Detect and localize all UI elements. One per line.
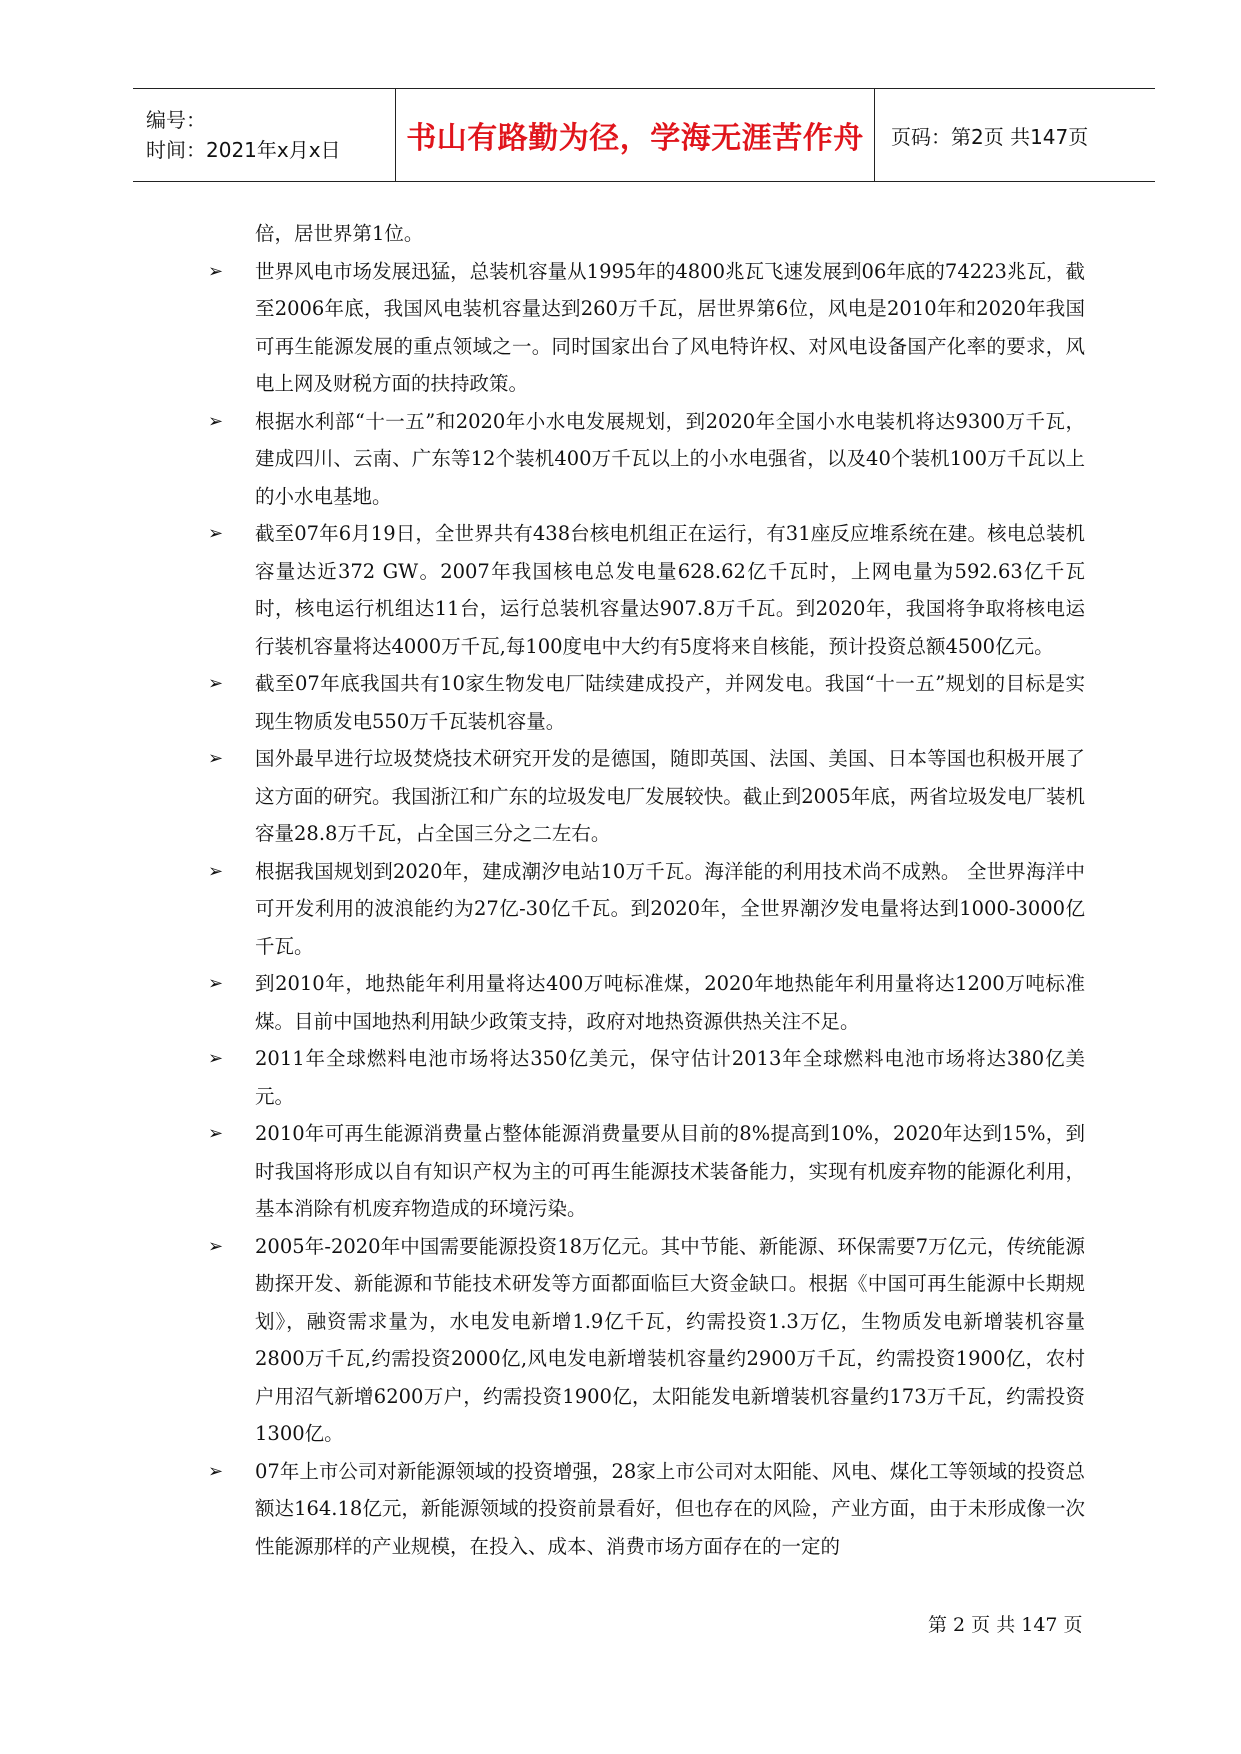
list-item-text: 2011年全球燃料电池市场将达350亿美元，保守估计2013年全球燃料电池市场将达380亿美元。 (255, 1047, 1085, 1108)
list-item-text: 2005年-2020年中国需要能源投资18万亿元。其中节能、新能源、环保需要7万亿元，传统能源勘探开发、新能源和节能技术研发等方面都面临巨大资金缺口。根据《中国可再生能源中长期规划》，融资需求量为，水电发电新增1.9亿千瓦，约需投资1.3万亿，生物质发电新增装机容量2800万千瓦,约需投资2000亿,风电发电新增装机容量约2900万千瓦，约需投资1900亿，农村户用沼气新增6200万户，约需投资1900亿，太阳能发电新增装机容量约173万千瓦，约需投资1300亿。 (255, 1234, 1085, 1445)
arrow-bullet-icon: ➢ (208, 523, 224, 544)
list-item-text: 07年上市公司对新能源领域的投资增强，28家上市公司对太阳能、风电、煤化工等领域的投资总额达164.18亿元，新能源领域的投资前景看好，但也存在的风险，产业方面，由于未形成像一次性能源那样的产业规模，在投入、成本、消费市场方面存在的一定的 (255, 1459, 1085, 1558)
bullet-list (200, 253, 1085, 1566)
arrow-bullet-icon: ➢ (208, 1235, 224, 1257)
arrow-bullet-icon: ➢ (208, 1123, 224, 1144)
list-item-text: 截至07年底我国共有10家生物发电厂陆续建成投产，并网发电。我国“十一五”规划的目标是实现生物质发电550万千瓦装机容量。 (255, 672, 1085, 733)
list-item (200, 515, 1085, 665)
header-motto-cell (395, 89, 875, 181)
list-item-text: 根据我国规划到2020年，建成潮汐电站10万千瓦。海洋能的利用技术尚不成熟。 全世界海洋中可开发利用的波浪能约为27亿-30亿千瓦。到2020年，全世界潮汐发电量将达到1000-3000亿千瓦。 (255, 859, 1085, 958)
arrow-bullet-icon: ➢ (208, 260, 224, 282)
arrow-bullet-icon: ➢ (208, 748, 224, 769)
list-item-text: 国外最早进行垃圾焚烧技术研究开发的是德国，随即英国、法国、美国、日本等国也积极开展了这方面的研究。我国浙江和广东的垃圾发电厂发展较快。截止到2005年底，两省垃圾发电厂装机容量28.8万千瓦，占全国三分之二左右。 (255, 747, 1085, 845)
list-item (200, 1115, 1085, 1228)
list-item (200, 965, 1085, 1040)
document-time-label: 时间：2021年x月x日 (146, 138, 341, 162)
list-item-text: 2010年可再生能源消费量占整体能源消费量要从目前的8%提高到10%，2020年达到15%，到时我国将形成以自有知识产权为主的可再生能源技术装备能力，实现有机废弃物的能源化利用，基本消除有机废弃物造成的环境污染。 (255, 1122, 1085, 1220)
list-item-text: 到2010年，地热能年利用量将达400万吨标准煤，2020年地热能年利用量将达1200万吨标准煤。目前中国地热利用缺少政策支持，政府对地热资源供热关注不足。 (255, 972, 1085, 1033)
arrow-bullet-icon: ➢ (208, 410, 224, 432)
arrow-bullet-icon: ➢ (208, 1460, 224, 1482)
arrow-bullet-icon: ➢ (208, 1048, 224, 1069)
arrow-bullet-icon: ➢ (208, 973, 224, 994)
list-item (200, 253, 1085, 403)
list-item (200, 1453, 1085, 1566)
arrow-bullet-icon: ➢ (208, 860, 224, 882)
list-item (200, 403, 1085, 516)
header-motto: 书山有路勤为径，学海无涯苦作舟 (406, 121, 864, 156)
list-item (200, 1040, 1085, 1115)
header-page-cell (875, 89, 1155, 181)
page-footer: 第 2 页 共 147 页 (928, 1614, 1083, 1636)
arrow-bullet-icon: ➢ (208, 673, 224, 694)
list-item-text: 世界风电市场发展迅猛，总装机容量从1995年的4800兆瓦飞速发展到06年底的74223兆瓦，截至2006年底，我国风电装机容量达到260万千瓦，居世界第6位，风电是2010年和2020年我国可再生能源发展的重点领域之一。同时国家出台了风电特许权、对风电设备国产化率的要求，风电上网及财税方面的扶持政策。 (255, 259, 1085, 395)
header-meta (133, 89, 395, 181)
document-number-label: 编号： (146, 108, 206, 132)
list-item (200, 1228, 1085, 1453)
page-header (133, 88, 1155, 182)
list-item (200, 853, 1085, 966)
list-item-text: 根据水利部“十一五”和2020年小水电发展规划，到2020年全国小水电装机将达9300万千瓦，建成四川、云南、广东等12个装机400万千瓦以上的小水电强省，以及40个装机100万千瓦以上的小水电基地。 (255, 409, 1085, 508)
document-body (200, 215, 1085, 1565)
list-item (200, 740, 1085, 853)
list-item-text: 截至07年6月19日，全世界共有438台核电机组正在运行，有31座反应堆系统在建。核电总装机容量达近372 GW。2007年我国核电总发电量628.62亿千瓦时，上网电量为592.63亿千瓦时，核电运行机组达11台，运行总装机容量达907.8万千瓦。到2020年，我国将争取将核电运行装机容量将达4000万千瓦,每100度电中大约有5度将来自核能，预计投资总额4500亿元。 (255, 522, 1085, 658)
list-item (200, 665, 1085, 740)
header-page-number: 页码：第2页 共147页 (891, 124, 1089, 149)
continuation-text: 倍，居世界第1位。 (255, 222, 424, 245)
